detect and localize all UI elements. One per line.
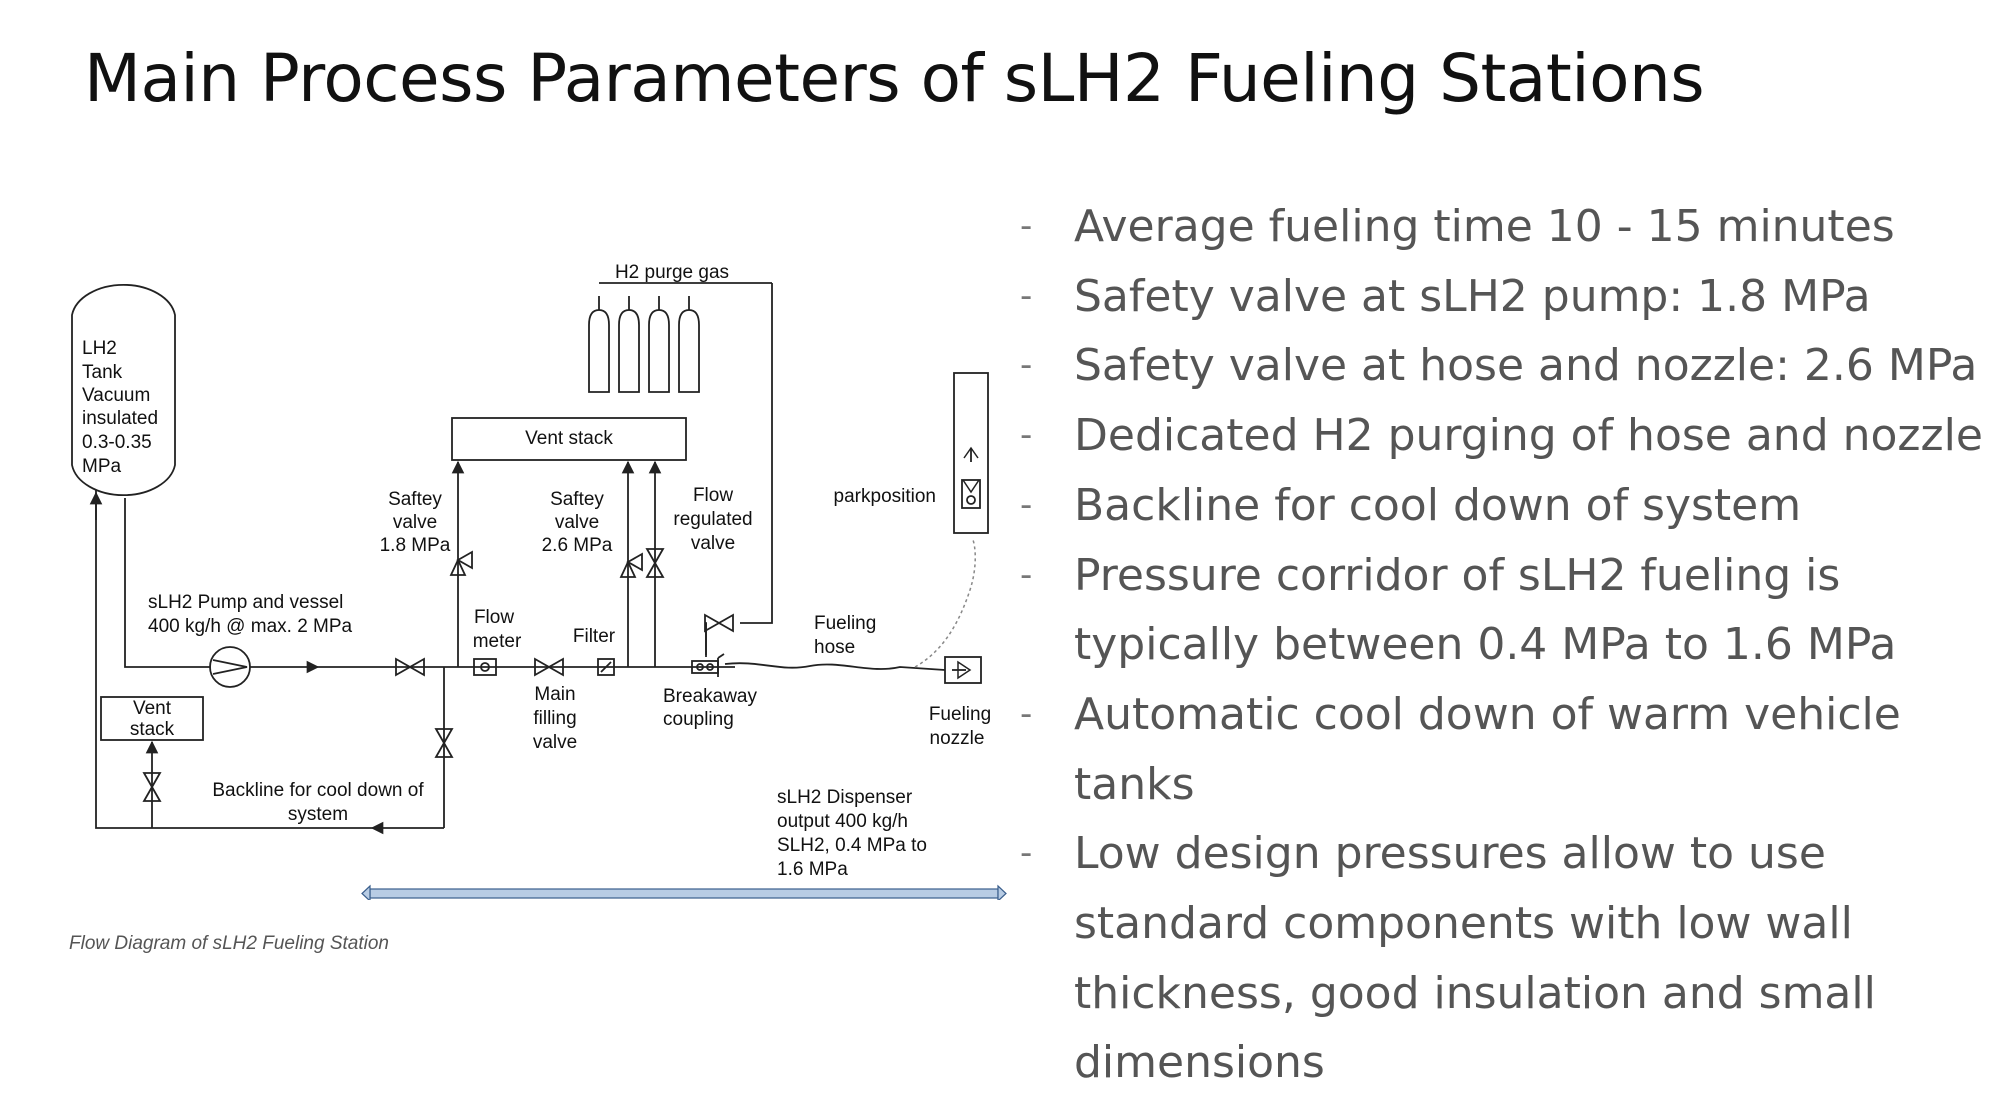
main-filling-valve-label-2: filling <box>533 708 577 729</box>
fueling-hose <box>725 663 945 670</box>
flow-meter-label-1: Flow <box>473 607 515 628</box>
flow-regulated-valve-label-3: valve <box>690 533 736 554</box>
tank-label-4: insulated <box>82 408 159 429</box>
flow-diagram <box>0 0 1010 900</box>
vent-stack-left-label-1: Vent <box>132 698 172 719</box>
main-filling-valve-label-3: valve <box>532 732 578 753</box>
dispenser-label-3: SLH2, 0.4 MPa to <box>777 835 927 856</box>
pump-label-2: 400 kg/h @ max. 2 MPa <box>148 616 353 637</box>
filter-label: Filter <box>572 626 616 647</box>
flow-regulated-valve-label-1: Flow <box>692 485 734 506</box>
parameter-list <box>1020 192 2000 1098</box>
main-line <box>125 498 211 667</box>
breakaway-label-2: coupling <box>663 709 734 730</box>
safety-valve-1-label-2: valve <box>392 512 438 533</box>
safety-valve-1-label-1: Saftey <box>388 489 442 510</box>
parkposition-label: parkposition <box>833 486 936 507</box>
parkposition-holder <box>954 373 988 533</box>
bullet-item: - Backline for cool down of system <box>1020 471 2000 541</box>
safety-valve-2-label-3: 2.6 MPa <box>541 535 613 556</box>
bullet-item: - Pressure corridor of sLH2 fueling is typically between 0.4 MPa to 1.6 MPa <box>1020 541 2000 680</box>
purge-valve-icon <box>705 615 733 631</box>
vent-stack-top-label: Vent stack <box>525 428 613 449</box>
bullet-item: - Automatic cool down of warm vehicle tanks <box>1020 680 2000 819</box>
flow-regulated-valve-label-2: regulated <box>673 509 753 530</box>
tank-label-2: Tank <box>82 362 123 383</box>
bullet-item: - Average fueling time 10 - 15 minutes <box>1020 192 2000 262</box>
diagram-caption: Flow Diagram of sLH2 Fueling Station <box>69 933 389 954</box>
fueling-hose-label-1: Fueling <box>814 613 877 634</box>
fueling-nozzle-label-1: Fueling <box>928 704 992 725</box>
backline-label-2: system <box>287 804 349 825</box>
purge-gas-label: H2 purge gas <box>614 262 730 283</box>
bullet-item: - Safety valve at sLH2 pump: 1.8 MPa <box>1020 262 2000 332</box>
flow-meter-label-2: meter <box>472 631 522 652</box>
fueling-hose-label-2: hose <box>814 637 856 658</box>
bullet-item: - Dedicated H2 purging of hose and nozzle <box>1020 401 2000 471</box>
h2-purge-cylinders <box>589 296 699 392</box>
slide-title: Main Process Parameters of sLH2 Fueling Stations <box>84 40 1705 117</box>
tank-label-6: MPa <box>82 456 122 477</box>
safety-valve-1-icon <box>451 552 472 575</box>
dispenser-label-4: 1.6 MPa <box>777 859 848 880</box>
safety-valve-2-icon <box>621 554 642 577</box>
pump-label-1: sLH2 Pump and vessel <box>148 592 344 613</box>
tank-label-1: LH2 <box>82 338 117 359</box>
tank-label-5: 0.3-0.35 <box>82 432 152 453</box>
fueling-nozzle-icon <box>945 657 981 683</box>
dispenser-label-2: output 400 kg/h <box>777 811 908 832</box>
safety-valve-2-label-2: valve <box>554 512 600 533</box>
safety-valve-2-label-1: Saftey <box>550 489 604 510</box>
dispenser-span-arrow <box>362 886 1006 900</box>
fueling-nozzle-label-2: nozzle <box>929 728 985 749</box>
lh2-tank <box>72 285 175 495</box>
safety-valve-1-label-3: 1.8 MPa <box>379 535 451 556</box>
vent-stack-left-label-2: stack <box>129 719 175 740</box>
bullet-item: - Safety valve at hose and nozzle: 2.6 MPa <box>1020 331 2000 401</box>
bullet-item: - Low design pressures allow to use standard components with low wall thickness, good insulation and small dimensions <box>1020 819 2000 1098</box>
backline-label-1: Backline for cool down of <box>212 780 424 801</box>
breakaway-label-1: Breakaway <box>663 686 757 707</box>
main-filling-valve-label-1: Main <box>534 684 576 705</box>
dispenser-label-1: sLH2 Dispenser <box>777 787 913 808</box>
breakaway-coupling-icon <box>692 654 724 677</box>
tank-label-3: Vacuum <box>82 385 151 406</box>
